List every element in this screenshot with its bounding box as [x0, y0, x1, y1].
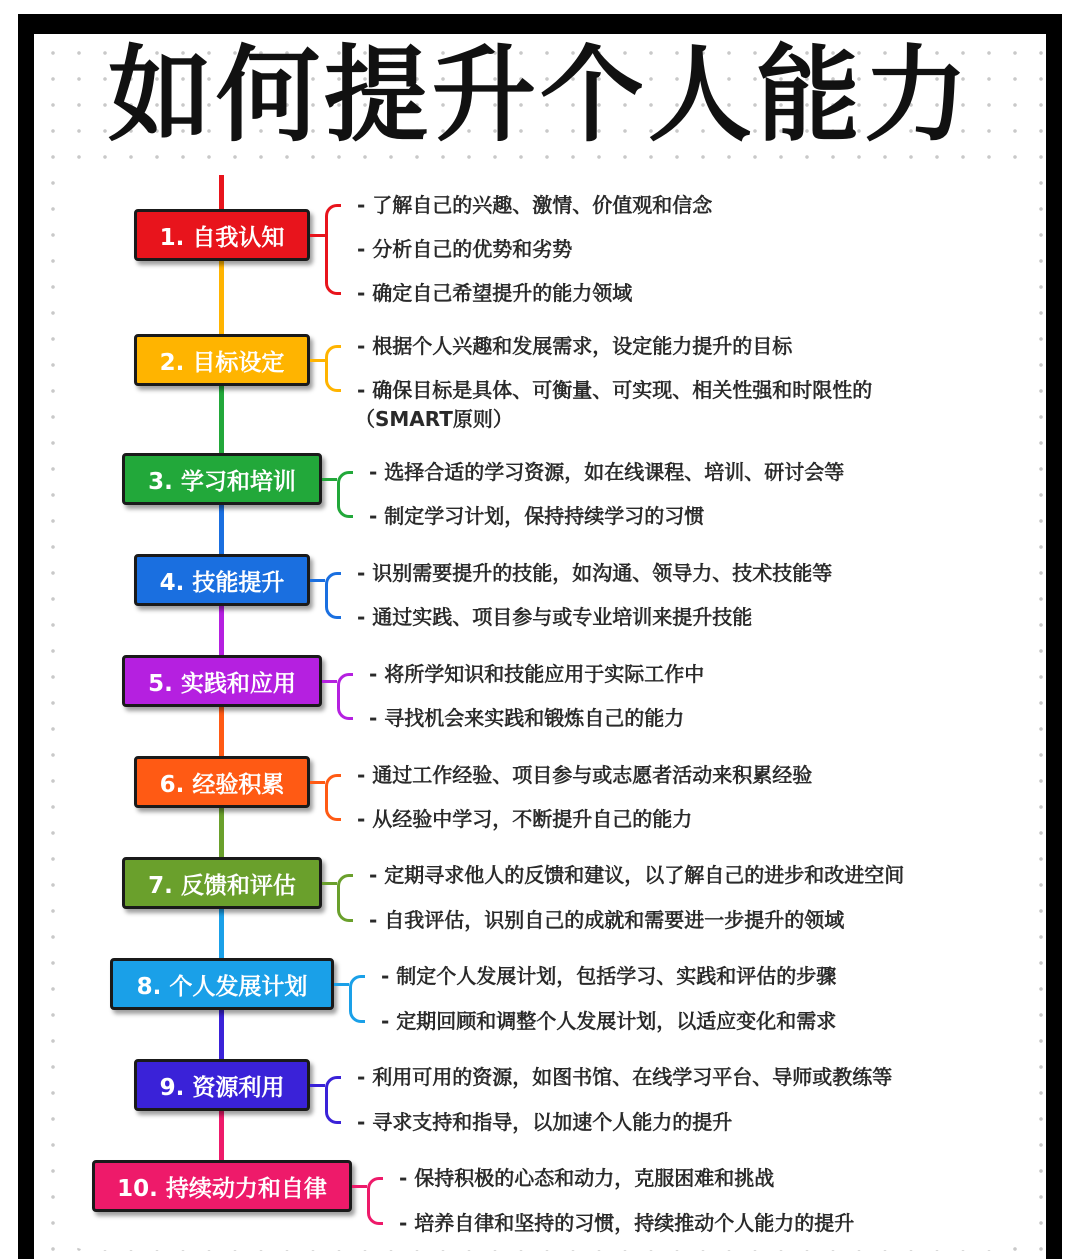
step-node-2: 2. 目标设定: [134, 334, 310, 386]
connector-line-4: [219, 501, 224, 558]
step-2-item-2: - 确保目标是具体、可衡量、可实现、相关性强和时限性的: [357, 378, 873, 402]
step-5-item-2: - 寻找机会来实践和锻炼自己的能力: [369, 706, 685, 730]
step-bracket-5: [337, 673, 353, 720]
step-node-7: 7. 反馈和评估: [122, 857, 322, 909]
step-node-9: 9. 资源利用: [134, 1059, 310, 1111]
connector-line-1: [219, 175, 224, 213]
step-connector-10: [352, 1185, 367, 1188]
step-node-10: 10. 持续动力和自律: [92, 1160, 352, 1212]
step-node-5: 5. 实践和应用: [122, 655, 322, 707]
step-10-item-2: - 培养自律和坚持的习惯，持续推动个人能力的提升: [399, 1211, 855, 1235]
step-node-6: 6. 经验积累: [134, 756, 310, 808]
step-4-item-1: - 识别需要提升的技能，如沟通、领导力、技术技能等: [357, 561, 833, 585]
step-node-8: 8. 个人发展计划: [110, 958, 334, 1010]
step-connector-4: [310, 579, 325, 582]
step-connector-9: [310, 1084, 325, 1087]
step-2-item-continuation: （SMART原则）: [355, 407, 513, 431]
step-connector-8: [334, 983, 349, 986]
step-3-item-2: - 制定学习计划，保持持续学习的习惯: [369, 504, 705, 528]
step-5-item-1: - 将所学知识和技能应用于实际工作中: [369, 662, 705, 686]
step-connector-5: [322, 680, 337, 683]
connector-line-6: [219, 703, 224, 760]
step-connector-7: [322, 882, 337, 885]
step-1-item-3: - 确定自己希望提升的能力领域: [357, 281, 633, 305]
step-bracket-2: [325, 345, 341, 392]
step-2-item-1: - 根据个人兴趣和发展需求，设定能力提升的目标: [357, 334, 793, 358]
step-6-item-2: - 从经验中学习，不断提升自己的能力: [357, 807, 693, 831]
step-bracket-10: [367, 1177, 383, 1225]
step-connector-3: [322, 478, 337, 481]
connector-line-2: [219, 257, 224, 338]
step-node-4: 4. 技能提升: [134, 554, 310, 606]
step-bracket-1: [325, 204, 341, 295]
step-3-item-1: - 选择合适的学习资源，如在线课程、培训、研讨会等: [369, 460, 845, 484]
step-9-item-2: - 寻求支持和指导，以加速个人能力的提升: [357, 1110, 733, 1134]
step-6-item-1: - 通过工作经验、项目参与或志愿者活动来积累经验: [357, 763, 813, 787]
connector-line-9: [219, 1006, 224, 1063]
step-connector-6: [310, 781, 325, 784]
step-connector-2: [310, 359, 325, 362]
step-8-item-2: - 定期回顾和调整个人发展计划，以适应变化和需求: [381, 1009, 837, 1033]
step-node-1: 1. 自我认知: [134, 209, 310, 261]
step-bracket-7: [337, 874, 353, 922]
connector-line-3: [219, 382, 224, 457]
step-1-item-1: - 了解自己的兴趣、激情、价值观和信念: [357, 193, 713, 217]
step-4-item-2: - 通过实践、项目参与或专业培训来提升技能: [357, 605, 753, 629]
connector-line-8: [219, 905, 224, 962]
step-7-item-2: - 自我评估，识别自己的成就和需要进一步提升的领域: [369, 908, 845, 932]
step-connector-1: [310, 234, 325, 237]
connector-line-10: [219, 1107, 224, 1164]
step-bracket-3: [337, 471, 353, 518]
page-title: 如何提升个人能力: [107, 34, 972, 156]
step-8-item-1: - 制定个人发展计划，包括学习、实践和评估的步骤: [381, 964, 837, 988]
step-bracket-4: [325, 572, 341, 619]
connector-line-5: [219, 602, 224, 659]
step-bracket-6: [325, 774, 341, 821]
step-10-item-1: - 保持积极的心态和动力，克服困难和挑战: [399, 1166, 775, 1190]
step-9-item-1: - 利用可用的资源，如图书馆、在线学习平台、导师或教练等: [357, 1065, 893, 1089]
step-node-3: 3. 学习和培训: [122, 453, 322, 505]
step-bracket-9: [325, 1076, 341, 1124]
step-bracket-8: [349, 975, 365, 1023]
step-1-item-2: - 分析自己的优势和劣势: [357, 237, 573, 261]
connector-line-7: [219, 804, 224, 861]
step-7-item-1: - 定期寻求他人的反馈和建议，以了解自己的进步和改进空间: [369, 863, 905, 887]
